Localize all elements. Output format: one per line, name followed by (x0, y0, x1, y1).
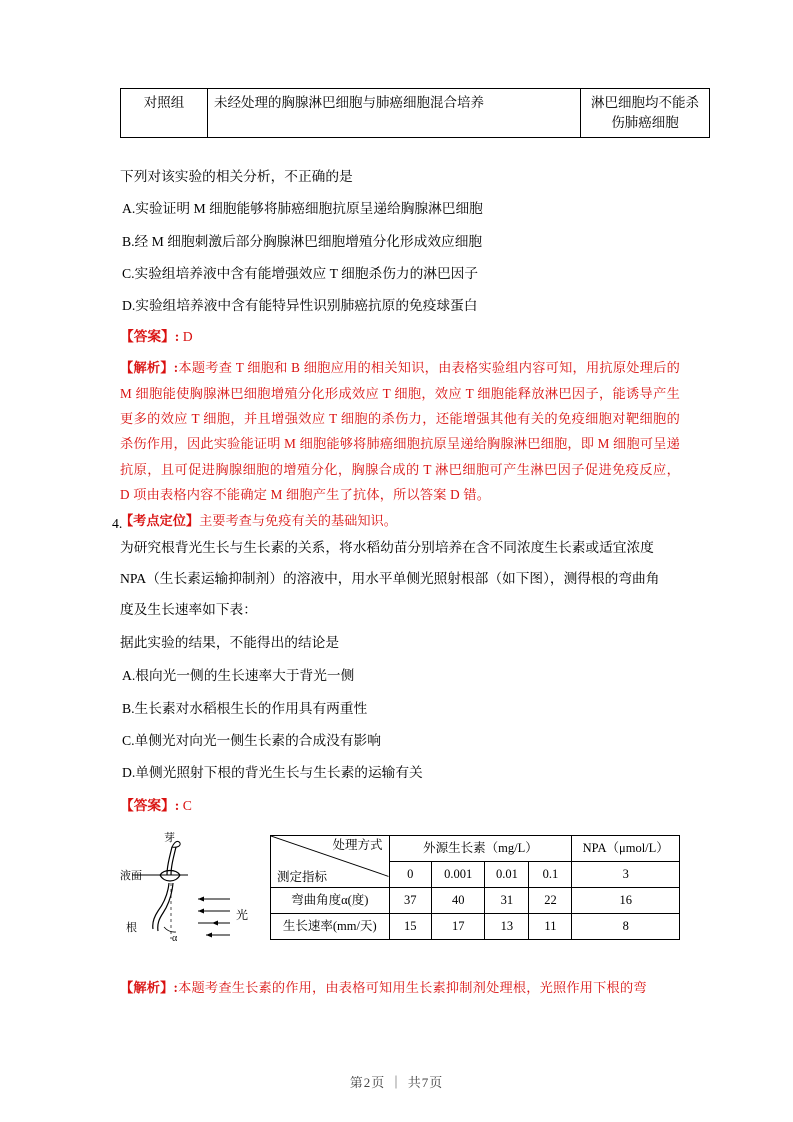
table-cell-result: 淋巴细胞均不能杀伤肺癌细胞 (581, 89, 710, 138)
question4-option-c: C.单侧光对向光一侧生长素的合成没有影响 (122, 732, 381, 748)
page-number: 第2页 ｜ 共7页 (349, 1075, 444, 1090)
question3-keypoint (120, 510, 680, 532)
question4-option-a: A.根向光一侧的生长速率大于背光一侧 (122, 668, 355, 684)
question4-answer (120, 795, 680, 817)
table-row (271, 888, 680, 914)
subheader-0001: 0.001 (432, 862, 485, 888)
label-bud: 芽 (164, 832, 175, 845)
cell-angle-3: 22 (529, 888, 572, 914)
cell-rate-4: 8 (572, 914, 680, 940)
label-liquid-surface: 液面 (120, 870, 142, 883)
row-label-angle: 弯曲角度α(度) (271, 888, 390, 914)
question4-stem-line-3: 度及生长速率如下表： (120, 602, 257, 618)
question3-option-c: C.实验组培养液中含有能增强效应 T 细胞杀伤力的淋巴因子 (122, 265, 479, 281)
experiment-table (120, 88, 710, 138)
table-cell-group: 对照组 (121, 89, 208, 138)
answer-value: D (182, 329, 193, 345)
figure-and-table (120, 831, 680, 961)
analysis-text: 本题考查生长素的作用，由表格可知用生长素抑制剂处理根，光照作用下根的弯 (178, 980, 647, 996)
header-measure-index: 测定指标 (277, 869, 328, 884)
row-label-growth-rate: 生长速率(mm/天) (271, 914, 390, 940)
answer-value: C (182, 798, 192, 814)
subheader-0: 0 (389, 862, 431, 888)
subheader-01: 0.1 (529, 862, 572, 888)
measurement-table-wrap (270, 835, 680, 940)
table-row (121, 89, 710, 138)
question3-answer (120, 326, 680, 348)
header-npa-group: NPA（μmol/L） (572, 836, 680, 862)
spacer (120, 138, 680, 166)
analysis-label: 【解析】: (120, 360, 179, 376)
cell-rate-3: 11 (529, 914, 572, 940)
measurement-table (270, 835, 680, 940)
cell-rate-0: 15 (389, 914, 431, 940)
question4-option-d: D.单侧光照射下根的背光生长与生长素的运输有关 (122, 765, 423, 781)
header-treatment-method: 处理方式 (332, 838, 383, 853)
question3-option-a: A.实验证明 M 细胞能够将肺癌细胞抗原呈递给胸腺淋巴细胞 (122, 201, 483, 217)
question3-stem: 下列对该实验的相关分析，不正确的是 (120, 169, 353, 185)
question3-analysis (120, 355, 680, 507)
table-header-row (271, 836, 680, 862)
table-header-split-cell (271, 836, 390, 888)
question4-analysis (120, 975, 680, 1000)
header-auxin-group: 外源生长素（mg/L） (389, 836, 572, 862)
analysis-label: 【解析】: (120, 980, 179, 996)
subheader-npa-3: 3 (572, 862, 680, 888)
analysis-text: 本题考查 T 细胞和 B 细胞应用的相关知识，由表格实验组内容可知，用抗原处理后的 M 细胞能使胸腺淋巴细胞增殖分化形成效应 T 细胞，效应 T 细胞能释放淋巴因子，能诱导产生更多的效应 T 细胞，并且增强效应 T 细胞的杀伤力，还能增强其他有关的免疫细胞对靶细胞的杀伤作用，因此实验能证明 M 细胞能够将肺癌细胞抗原呈递给胸腺淋巴细胞，即 M 细胞可呈递抗原，且可促进胸腺细胞的增殖分化，胸腺合成的 T 淋巴细胞可产生淋巴因子促进免疫反应，D 项由表格内容不能确定 M 细胞产生了抗体，所以答案 D 错。 (120, 360, 680, 502)
cell-rate-1: 17 (432, 914, 485, 940)
cell-angle-4: 16 (572, 888, 680, 914)
page-content: 对照组 未经处理的胸腺淋巴细胞与肺癌细胞混合培养 淋巴细胞均不能杀伤肺癌细胞 下列对该实验的相关分析，不正确的是 A.实验证明 M 细胞能够将肺癌细胞抗原呈递给胸腺淋巴细胞 B.经 M 细胞刺激后部分胸腺淋巴细胞增殖分化形成效应细胞 C.实验组培养液中含有能增强效应 T 细胞杀伤力的淋巴因子 D.实验组培养液中含有能特异性识别肺癌抗原的免疫球蛋白 【答案】: D 【解析】:本题考查 T 细胞和 B 细胞应用的相关知识，由表格实验组内容可知，用抗原处理后的 M 细胞能使胸腺淋巴细胞增殖分化形成效应 T 细胞，效应 T 细胞能释放淋巴因子，能诱导产生更多的效应 T 细胞，并且增强效应 T 细胞的杀伤力，还能增强其他有关的免疫细胞对靶细胞的杀伤作用，因此实验能证明 M 细胞能够将肺癌细胞抗原呈递给胸腺淋巴细胞，即 M 细胞可呈递抗原，且可促进胸腺细胞的增殖分化，胸腺合成的 T 淋巴细胞可产生淋巴因子促进免疫反应，D 项由表格内容不能确定 M 细胞产生了抗体，所以答案 D 错。 【考点定位】主要考查与免疫有关的基础知识。 4. 为研究根背光生长与生长素的关系，将水稻幼苗分别培养在含不同浓度生长素或适宜浓度 NPA（生长素运输抑制剂）的溶液中，用水平单侧光照射根部（如下图），测得根的弯曲角 度及生长速率如下表： 据此实验的结果，不能得出的结论是 A.根向光一侧的生长速率大于背光一侧 B.生长素对水稻根生长的作用具有两重性 C.单侧光对向光一侧生长素的合成没有影响 D.单侧光照射下根的背光生长与生长素的运输有关 【答案】: C 芽 液面 根 光 α 处理方式 测定指标 外源生长素（mg/L） NPA（μmol/L） 0 0.001 0.01 0.1 3 弯曲角度α(度) 37 40 31 22 16 生长速率(mm/天) 15 17 13 11 8 【解析】:本题考查生长素的作用，由表格可知用生长素抑制剂处理根，光照作用下根的弯 (120, 88, 680, 1001)
table-cell-treatment: 未经处理的胸腺淋巴细胞与肺癌细胞混合培养 (208, 89, 581, 138)
label-root: 根 (126, 922, 137, 935)
table-row (271, 914, 680, 940)
question4-option-b: B.生长素对水稻根生长的作用具有两重性 (122, 700, 368, 716)
cell-rate-2: 13 (485, 914, 529, 940)
label-angle: α (172, 933, 178, 945)
answer-label: 【答案】: (120, 329, 180, 345)
answer-label: 【答案】: (120, 798, 180, 814)
cell-angle-2: 31 (485, 888, 529, 914)
question4-ask: 据此实验的结果，不能得出的结论是 (120, 635, 340, 651)
subheader-001: 0.01 (485, 862, 529, 888)
keypoint-label: 【考点定位】 (120, 513, 200, 529)
seedling-diagram (120, 831, 270, 956)
keypoint-text: 主要考查与免疫有关的基础知识。 (199, 513, 397, 529)
page-footer (0, 1072, 793, 1091)
cell-angle-0: 37 (389, 888, 431, 914)
question3-option-b: B.经 M 细胞刺激后部分胸腺淋巴细胞增殖分化形成效应细胞 (122, 233, 483, 249)
question3-option-d: D.实验组培养液中含有能特异性识别肺癌抗原的免疫球蛋白 (122, 298, 478, 314)
cell-angle-1: 40 (432, 888, 485, 914)
label-light: 光 (236, 908, 249, 923)
question4-stem-line-1: 为研究根背光生长与生长素的关系，将水稻幼苗分别培养在含不同浓度生长素或适宜浓度 (120, 539, 654, 555)
question4-stem-line-2: NPA（生长素运输抑制剂）的溶液中，用水平单侧光照射根部（如下图），测得根的弯曲角 (120, 570, 660, 586)
